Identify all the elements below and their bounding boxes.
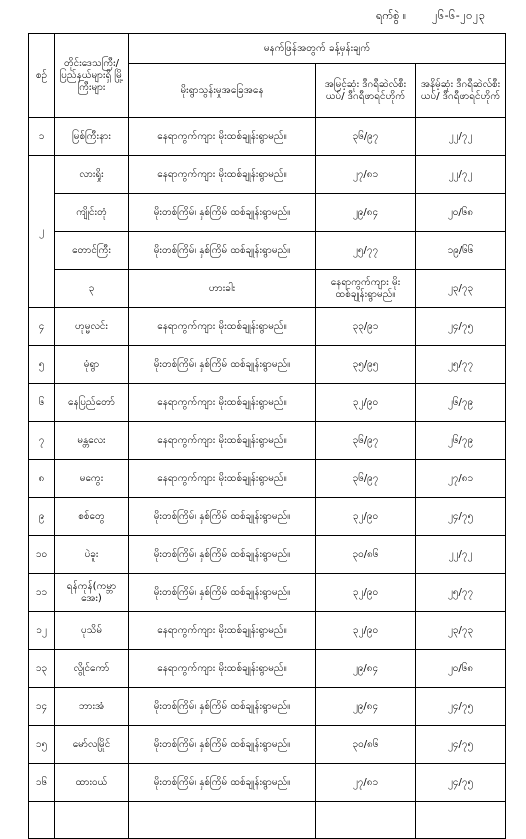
city-name: မော်လမြိုင် [55, 726, 129, 764]
table-row [29, 308, 506, 346]
header-no: စဉ် [29, 34, 55, 118]
rain-condition: နေရာကွက်ကျား မိုးထစ်ချုန်းရွာမည်။ [129, 118, 316, 156]
row-number: ၁၄ [29, 688, 55, 726]
min-temp: ၁၉/၆၆ [416, 232, 506, 270]
table-row [29, 118, 506, 156]
rain-condition: နေရာကွက်ကျား မိုးထစ်ချုန်းရွာမည်။ [129, 460, 316, 498]
min-temp: ၂၃/၇၃ [416, 612, 506, 650]
row-number: ၇ [29, 422, 55, 460]
table-row [29, 422, 506, 460]
city-name: ထားဝယ် [55, 764, 129, 802]
table-row [29, 688, 506, 726]
row-number: ၅ [29, 346, 55, 384]
rain-condition: မိုးတစ်ကြိမ်၊ နှစ်ကြိမ် ထစ်ချုန်းရွာမည်။ [129, 764, 316, 802]
rain-condition: မိုးတစ်ကြိမ်၊ နှစ်ကြိမ် ထစ်ချုန်းရွာမည်။ [129, 498, 316, 536]
city-name: ကျိုင်းတုံ [55, 194, 129, 232]
table-row [29, 764, 506, 802]
min-temp: ၂၂/၇၂ [416, 118, 506, 156]
rain-condition: မိုးတစ်ကြိမ်၊ နှစ်ကြိမ် ထစ်ချုန်းရွာမည်။ [129, 346, 316, 384]
table-row [29, 498, 506, 536]
max-temp: ၂၇/၈၁ [316, 764, 416, 802]
min-temp: ၂၂/၇၂ [416, 536, 506, 574]
city-name: မန္တလေး [55, 422, 129, 460]
city-name: လားရှိုး [55, 156, 129, 194]
row-number: ၁၁ [29, 574, 55, 612]
max-temp: ၂၉/၈၄ [316, 650, 416, 688]
min-temp: ၂၄/၇၅ [416, 726, 506, 764]
min-temp: ၂၂/၇၂ [416, 156, 506, 194]
table-row [29, 574, 506, 612]
max-temp: ၃၆/၉၇ [316, 118, 416, 156]
min-temp: ၂၆/၇၉ [416, 384, 506, 422]
table-row [29, 650, 506, 688]
row-number: ၁၀ [29, 536, 55, 574]
header-region: တိုင်းဒေသကြီး/ပြည်နယ်များရှိ မြို့ကြီးများ [55, 34, 129, 118]
max-temp: ၃၀/၈၆ [316, 536, 416, 574]
date-label: ရက်စွဲ ။ [376, 9, 407, 22]
rain-condition: နေရာကွက်ကျား မိုးထစ်ချုန်းရွာမည်။ [129, 650, 316, 688]
rain-condition: မိုးတစ်ကြိမ်၊ နှစ်ကြိမ် ထစ်ချုန်းရွာမည်။ [129, 726, 316, 764]
table-row [29, 726, 506, 764]
header-condition: မိုးရွာသွန်းမှုအခြေအနေ [129, 64, 316, 118]
row-number: ၁၃ [29, 650, 55, 688]
row-number: ၈ [29, 460, 55, 498]
max-temp: ၃၀/၈၆ [316, 726, 416, 764]
max-temp: ၃၆/၉၇ [316, 422, 416, 460]
rain-condition: နေရာကွက်ကျား မိုးထစ်ချုန်းရွာမည်။ [129, 422, 316, 460]
city-name: မြစ်ကြီးနား [55, 118, 129, 156]
date-value: ၂၆-၆-၂၀၂၃ [432, 9, 486, 22]
min-temp: ၂၄/၇၅ [416, 764, 506, 802]
max-temp: ၃၅/၉၅ [316, 346, 416, 384]
city-name: နေပြည်တော် [55, 384, 129, 422]
min-temp: ၂၄/၇၅ [416, 308, 506, 346]
min-temp: ၂၇/၈၁ [416, 460, 506, 498]
row-number: ၄ [29, 308, 55, 346]
city-name: တောင်ကြီး [55, 232, 129, 270]
min-temp: ၂၆/၇၉ [416, 422, 506, 460]
min-temp: ၂၅/၇၇ [416, 346, 506, 384]
max-temp: ၂၉/၈၄ [316, 688, 416, 726]
table-row [29, 802, 506, 839]
city-name: မုံရွာ [55, 346, 129, 384]
rain-condition: မိုးတစ်ကြိမ်၊ နှစ်ကြိမ် ထစ်ချုန်းရွာမည်။ [129, 194, 316, 232]
row-number: ၃ [55, 270, 129, 308]
max-temp: ၃၂/၉၀ [316, 384, 416, 422]
min-temp: ၂၄/၇၅ [416, 688, 506, 726]
rain-condition: မိုးတစ်ကြိမ်၊ နှစ်ကြိမ် ထစ်ချုန်းရွာမည်။ [129, 536, 316, 574]
max-temp [316, 802, 416, 839]
rain-condition: နေရာကွက်ကျား မိုးထစ်ချုန်းရွာမည်။ [129, 612, 316, 650]
min-temp: ၂၀/၆၈ [416, 650, 506, 688]
max-temp: ၂၉/၈၄ [316, 194, 416, 232]
rain-condition: နေရာကွက်ကျား မိုးထစ်ချုန်းရွာမည်။ [316, 270, 416, 308]
city-name: ပဲခူး [55, 536, 129, 574]
max-temp: ၃၂/၉၀ [316, 574, 416, 612]
table-row [29, 346, 506, 384]
max-temp: ၃၂/၉၀ [316, 612, 416, 650]
min-temp: ၂၄/၇၅ [416, 498, 506, 536]
rain-condition: မိုးတစ်ကြိမ်၊ နှစ်ကြိမ် ထစ်ချုန်းရွာမည်။ [129, 574, 316, 612]
rain-condition: နေရာကွက်ကျား မိုးထစ်ချုန်းရွာမည်။ [129, 156, 316, 194]
rain-condition: နေရာကွက်ကျား မိုးထစ်ချုန်းရွာမည်။ [129, 308, 316, 346]
max-temp: ၂၅/၇၇ [316, 232, 416, 270]
header-max-temp: အမြင့်ဆုံး ဒီဂရီဆဲလ်စီးယပ်/ ဒီဂရီဖာရင်ဟိုက် [316, 64, 416, 118]
row-number: ၁၆ [29, 764, 55, 802]
city-name: လွိုင်ကော် [55, 650, 129, 688]
forecast-table [28, 33, 506, 839]
max-temp: ၂၇/၈၁ [316, 156, 416, 194]
max-temp: ၃၂/၉၀ [316, 498, 416, 536]
header-min-temp: အနိမ့်ဆုံး ဒီဂရီဆဲလ်စီးယပ်/ ဒီဂရီဖာရင်ဟိုက် [416, 64, 506, 118]
rain-condition: မိုးတစ်ကြိမ်၊ နှစ်ကြိမ် ထစ်ချုန်းရွာမည်။ [129, 232, 316, 270]
header-forecast: မနက်ဖြန်အတွက် ခန့်မှန်းချက် [129, 34, 506, 64]
table-row [29, 194, 506, 232]
rain-condition [129, 802, 316, 839]
city-name: ဟုမ္မလင်း [55, 308, 129, 346]
table-row [29, 460, 506, 498]
table-row [29, 384, 506, 422]
min-temp [416, 802, 506, 839]
max-temp: ၃၃/၉၁ [316, 308, 416, 346]
rain-condition: မိုးတစ်ကြိမ်၊ နှစ်ကြိမ် ထစ်ချုန်းရွာမည်။ [129, 688, 316, 726]
max-temp: ၂၃/၇၃ [416, 270, 506, 308]
row-number: ၆ [29, 384, 55, 422]
row-number: ၂ [29, 156, 55, 308]
row-number: ၁၂ [29, 612, 55, 650]
city-name: ဘားအံ [55, 688, 129, 726]
table-row [29, 270, 506, 308]
row-number: ၁ [29, 118, 55, 156]
date-line [0, 6, 526, 28]
city-name: ရန်ကုန်(ကမ္ဘာအေး) [55, 574, 129, 612]
row-number: ၁၅ [29, 726, 55, 764]
row-number [29, 802, 55, 839]
min-temp: ၂၀/၆၈ [416, 194, 506, 232]
city-name: ဟားခါး [129, 270, 316, 308]
table-row [29, 612, 506, 650]
city-name: မကွေး [55, 460, 129, 498]
min-temp: ၂၅/၇၇ [416, 574, 506, 612]
table-row [29, 536, 506, 574]
city-name [55, 802, 129, 839]
row-number: ၉ [29, 498, 55, 536]
city-name: စစ်တွေ [55, 498, 129, 536]
table-row [29, 156, 506, 194]
city-name: ပုသိမ် [55, 612, 129, 650]
rain-condition: နေရာကွက်ကျား မိုးထစ်ချုန်းရွာမည်။ [129, 384, 316, 422]
max-temp: ၃၆/၉၇ [316, 460, 416, 498]
table-row [29, 232, 506, 270]
